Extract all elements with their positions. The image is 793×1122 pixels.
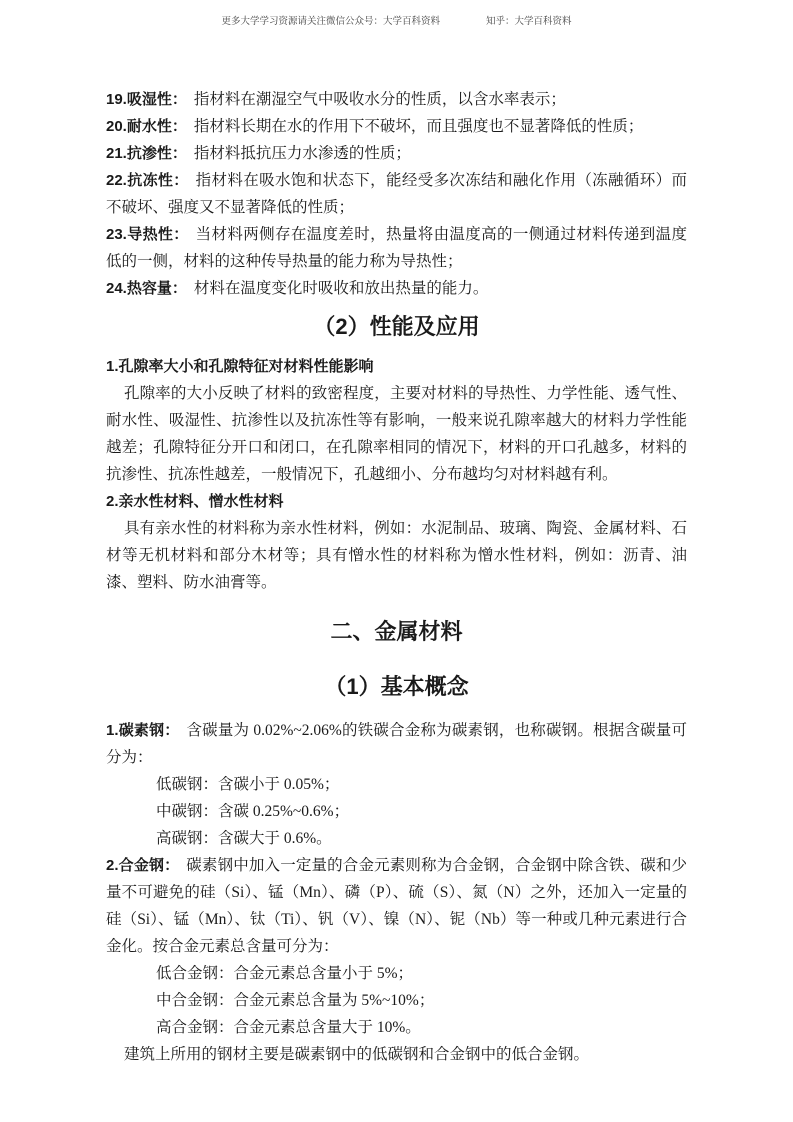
definition-item bbox=[106, 221, 687, 275]
definition-item bbox=[106, 167, 687, 221]
section-heading-metal: 二、金属材料 bbox=[330, 619, 463, 644]
subsection-title-porosity: 1.孔隙率大小和孔隙特征对材料性能影响 bbox=[106, 358, 374, 375]
definition-term: 23.导热性： bbox=[106, 226, 189, 243]
definition-item bbox=[106, 275, 687, 302]
alloy-steel-paragraph bbox=[106, 852, 687, 960]
paragraph-hydrophilic: 具有亲水性的材料称为亲水性材料，例如：水泥制品、玻璃、陶瓷、金属材料、石材等无机材料和部分木材等；具有憎水性的材料称为憎水性材料，例如：沥青、油漆、塑料、防水油膏等。 bbox=[106, 520, 687, 591]
definition-term: 24.热容量： bbox=[106, 280, 187, 297]
header-zhihu-note: 知乎：大学百科资料 bbox=[486, 17, 572, 27]
definition-term: 22.抗冻性： bbox=[106, 172, 189, 189]
alloy-steel-term: 2.合金钢： bbox=[106, 857, 180, 874]
section-heading-performance: （2）性能及应用 bbox=[313, 314, 480, 339]
header-wechat-note: 更多大学学习资源请关注微信公众号：大学百科资料 bbox=[221, 17, 440, 27]
subsection-title-hydrophilic: 2.亲水性材料、憎水性材料 bbox=[106, 493, 284, 510]
definition-term: 19.吸湿性： bbox=[106, 91, 187, 108]
section-heading-basic-concepts: （1）基本概念 bbox=[324, 674, 469, 699]
definition-term: 20.耐水性： bbox=[106, 118, 187, 135]
carbon-grade-medium: 中碳钢：含碳 0.25%~0.6%； bbox=[156, 803, 350, 820]
definition-text: 当材料两侧存在温度差时，热量将由温度高的一侧通过材料传递到温度低的一侧，材料的这种传导热量的能力称为导热性； bbox=[106, 226, 687, 270]
carbon-grade-high: 高碳钢：含碳大于 0.6%。 bbox=[156, 830, 332, 847]
carbon-steel-term: 1.碳素钢： bbox=[106, 722, 180, 739]
page-header bbox=[0, 13, 793, 27]
document-body bbox=[106, 86, 687, 1068]
paragraph-porosity: 孔隙率的大小反映了材料的致密程度，主要对材料的导热性、力学性能、透气性、耐水性、吸湿性、抗渗性以及抗冻性等有影响，一般来说孔隙率越大的材料力学性能越差；孔隙特征分开口和闭口，在孔隙率相同的情况下，材料的开口孔越多，材料的抗渗性、抗冻性越差，一般情况下，孔越细小、分布越均匀对材料越有利。 bbox=[106, 385, 687, 483]
definition-term: 21.抗渗性： bbox=[106, 145, 187, 162]
carbon-grade-low: 低碳钢：含碳小于 0.05%； bbox=[156, 776, 340, 793]
definition-item bbox=[106, 140, 687, 167]
carbon-steel-paragraph bbox=[106, 717, 687, 771]
definition-text: 指材料在潮湿空气中吸收水分的性质，以含水率表示； bbox=[193, 91, 566, 108]
definition-text: 指材料在吸水饱和状态下，能经受多次冻结和融化作用（冻融循环）而不破坏、强度又不显著降低的性质； bbox=[106, 172, 687, 216]
definition-item bbox=[106, 113, 687, 140]
alloy-steel-text: 碳素钢中加入一定量的合金元素则称为合金钢，合金钢中除含铁、碳和少量不可避免的硅（Si）、锰（Mn）、磷（P）、硫（S）、氮（N）之外，还加入一定量的硅（Si）、锰（Mn）、钛（Ti）、钒（V）、镍（N）、铌（Nb）等一种或几种元素进行合金化。按合金元素总含量可分为： bbox=[106, 857, 687, 955]
definition-text: 材料在温度变化时吸收和放出热量的能力。 bbox=[193, 280, 489, 297]
carbon-steel-text: 含碳量为 0.02%~2.06%的铁碳合金称为碳素钢，也称碳钢。根据含碳量可分为： bbox=[106, 722, 688, 766]
definition-text: 指材料抵抗压力水渗透的性质； bbox=[193, 145, 411, 162]
definition-text: 指材料长期在水的作用下不破坏，而且强度也不显著降低的性质； bbox=[193, 118, 644, 135]
alloy-grade-low: 低合金钢：合金元素总含量小于 5%； bbox=[156, 965, 414, 982]
alloy-grade-high: 高合金钢：合金元素总含量大于 10%。 bbox=[156, 1019, 421, 1036]
alloy-grade-medium: 中合金钢：合金元素总含量为 5%~10%； bbox=[156, 992, 435, 1009]
construction-steel-note: 建筑上所用的钢材主要是碳素钢中的低碳钢和合金钢中的低合金钢。 bbox=[124, 1046, 590, 1063]
definition-item bbox=[106, 86, 687, 113]
